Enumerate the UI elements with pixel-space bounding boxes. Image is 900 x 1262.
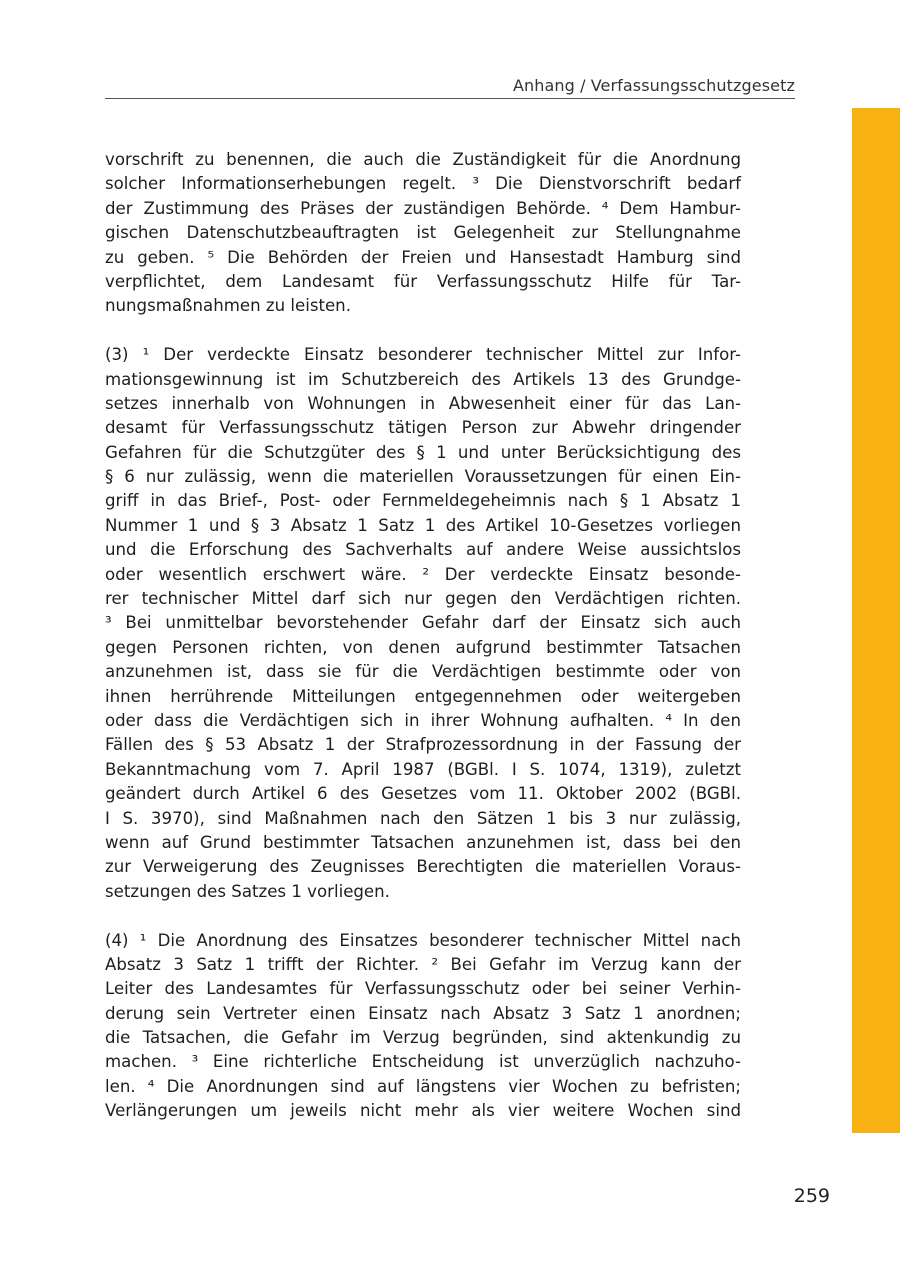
paragraph-continuation [105,148,741,319]
text-line: Bekanntmachung vom 7. April 1987 (BGBl. I S. 1074, 1319), zuletzt [105,759,741,779]
text-line: Leiter des Landesamtes für Verfassungsschutz oder bei seiner Verhin- [105,979,741,999]
body-text [105,148,741,1124]
header-rule [105,98,795,99]
text-line: anzunehmen ist, dass sie für die Verdächtigen bestimmte oder von [105,662,741,682]
text-line: der Zustimmung des Präses der zuständigen Behörde. ⁴ Dem Hambur- [105,198,741,218]
paragraph-3 [105,343,741,904]
chapter-tab-marker [852,108,900,1133]
text-line: I S. 3970), sind Maßnahmen nach den Sätzen 1 bis 3 nur zulässig, [105,808,741,828]
text-line: und die Erforschung des Sachverhalts auf andere Weise aussichtslos [105,540,741,560]
text-line: geändert durch Artikel 6 des Gesetzes vom 11. Oktober 2002 (BGBl. [105,784,741,804]
paragraph-gap [105,319,741,343]
text-line: oder dass die Verdächtigen sich in ihrer Wohnung aufhalten. ⁴ In den [105,710,741,730]
text-line: rer technischer Mittel darf sich nur gegen den Verdächtigen richten. [105,589,741,609]
text-line: len. ⁴ Die Anordnungen sind auf längstens vier Wochen zu befristen; [105,1076,741,1096]
text-line: setzes innerhalb von Wohnungen in Abwesenheit einer für das Lan- [105,393,741,413]
page-number: 259 [793,1185,830,1207]
text-line: ihnen herrührende Mitteilungen entgegennehmen oder weitergeben [105,686,741,706]
text-line: ³ Bei unmittelbar bevorstehender Gefahr darf der Einsatz sich auch [105,613,741,633]
text-line: Absatz 3 Satz 1 trifft der Richter. ² Bei Gefahr im Verzug kann der [105,954,741,974]
text-line: wenn auf Grund bestimmter Tatsachen anzunehmen ist, dass bei den [105,832,741,852]
text-line: § 6 nur zulässig, wenn die materiellen Voraussetzungen für einen Ein- [105,467,741,487]
text-line: Fällen des § 53 Absatz 1 der Strafprozessordnung in der Fassung der [105,735,741,755]
running-header: Anhang / Verfassungsschutzgesetz [512,76,795,95]
text-line: verpflichtet, dem Landesamt für Verfassungsschutz Hilfe für Tar- [105,271,741,291]
text-line: griff in das Brief-, Post- oder Fernmeldegeheimnis nach § 1 Absatz 1 [105,491,741,511]
text-line: desamt für Verfassungsschutz tätigen Person zur Abwehr dringender [105,418,741,438]
paragraph-gap [105,904,741,928]
text-line: Nummer 1 und § 3 Absatz 1 Satz 1 des Artikel 10-Gesetzes vorliegen [105,515,741,535]
text-line: (4) ¹ Die Anordnung des Einsatzes besonderer technischer Mittel nach [105,930,741,950]
text-line: Gefahren für die Schutzgüter des § 1 und unter Berücksichtigung des [105,442,741,462]
text-line: solcher Informationserhebungen regelt. ³ Die Dienstvorschrift bedarf [105,174,741,194]
text-line: derung sein Vertreter einen Einsatz nach Absatz 3 Satz 1 anordnen; [105,1003,741,1023]
text-line: (3) ¹ Der verdeckte Einsatz besonderer technischer Mittel zur Infor- [105,345,741,365]
text-line: gischen Datenschutzbeauftragten ist Gelegenheit zur Stellungnahme [105,223,741,243]
text-line: die Tatsachen, die Gefahr im Verzug begründen, sind aktenkundig zu [105,1028,741,1048]
text-line: Verlängerungen um jeweils nicht mehr als vier weitere Wochen sind [105,1101,741,1121]
text-line: mationsgewinnung ist im Schutzbereich des Artikels 13 des Grundge- [105,369,741,389]
text-line: nungsmaßnahmen zu leisten. [105,296,351,316]
text-line: zu geben. ⁵ Die Behörden der Freien und Hansestadt Hamburg sind [105,247,741,267]
text-line: setzungen des Satzes 1 vorliegen. [105,881,390,901]
paragraph-4 [105,929,741,1124]
text-line: gegen Personen richten, von denen aufgrund bestimmter Tatsachen [105,637,741,657]
text-line: oder wesentlich erschwert wäre. ² Der verdeckte Einsatz besonde- [105,564,741,584]
text-line: zur Verweigerung des Zeugnisses Berechtigten die materiellen Voraus- [105,857,741,877]
text-line: machen. ³ Eine richterliche Entscheidung ist unverzüglich nachzuho- [105,1052,741,1072]
text-line: vorschrift zu benennen, die auch die Zuständigkeit für die Anordnung [105,150,741,169]
